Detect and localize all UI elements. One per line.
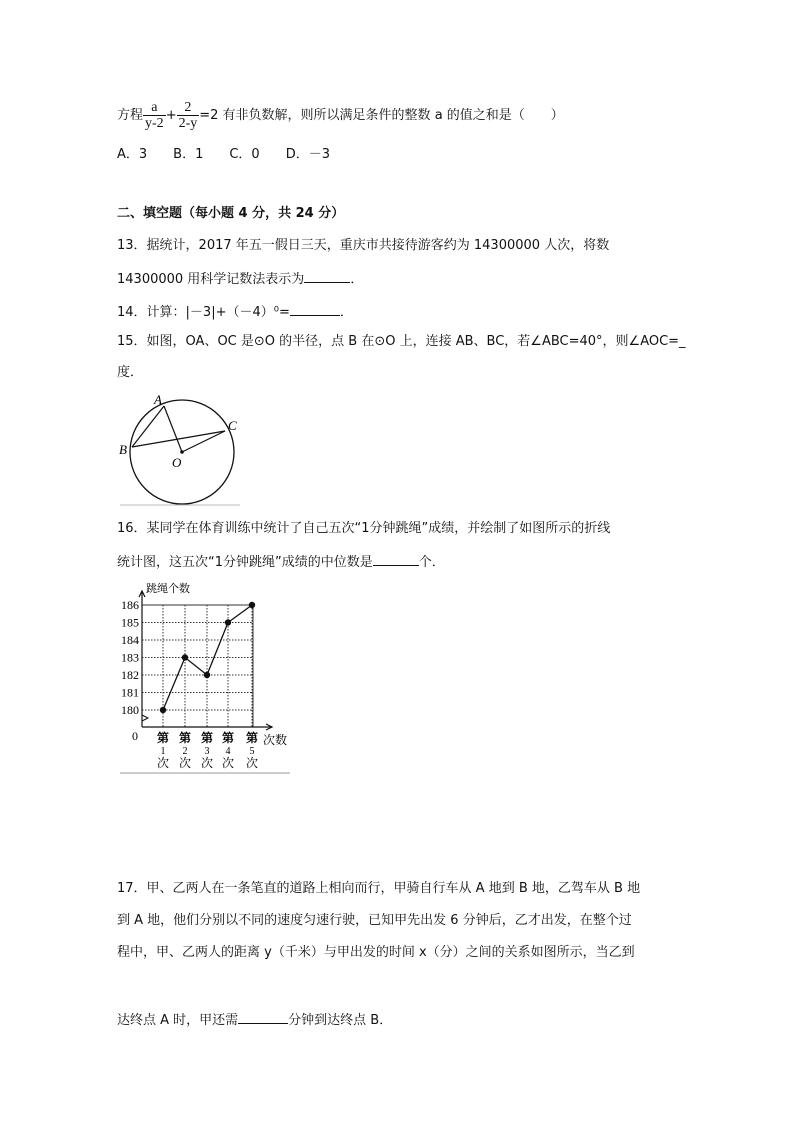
- q13-period: ．: [350, 272, 364, 287]
- label-b: B: [119, 442, 127, 457]
- x-tick-label-bottom: 次: [221, 756, 235, 770]
- x-tick-label-top: 第: [221, 731, 235, 745]
- origin-label: 0: [132, 729, 138, 743]
- x-tick-label-bottom: 次: [200, 756, 214, 770]
- q12-text: =2 有非负数解，则所以满足条件的整数 a 的值之和是（ ）: [199, 108, 564, 123]
- x-tick-label-bottom: 次: [245, 756, 259, 770]
- plus-sign: +: [165, 108, 177, 123]
- x-tick-label-top: 第: [178, 731, 192, 745]
- q17-line3: 程中，甲、乙两人的距离 y（千米）与甲出发的时间 x（分）之间的关系如图所示，当乙到: [117, 945, 635, 960]
- x-tick-label-num: 1: [160, 746, 166, 757]
- frac2-denominator: 2-y: [178, 116, 198, 131]
- q15-line1: 15．如图，OA、OC 是⊙O 的半径，点 B 在⊙O 上，连接 AB、BC，若∠ABC=40°，则∠AOC=_: [117, 334, 686, 349]
- x-tick-label-num: 5: [249, 746, 255, 757]
- x-tick-label-top: 第: [156, 731, 170, 745]
- q16-unit: 个．: [418, 555, 445, 570]
- q17-line2: 到 A 地，他们分别以不同的速度匀速行驶，已知甲先出发 6 分钟后，乙才出发，在整个过: [117, 913, 632, 928]
- q13-line1: 13．据统计，2017 年五一假日三天，重庆市共接待游客约为 14300000 人次，将数: [117, 238, 610, 253]
- data-point: [204, 672, 210, 678]
- data-point: [249, 602, 255, 608]
- q17-line1: 17．甲、乙两人在一条笔直的道路上相向而行，甲骑自行车从 A 地到 B 地，乙驾车从 B 地: [117, 881, 641, 896]
- x-axis-label: 次数: [263, 733, 288, 747]
- x-tick-label-num: 3: [204, 746, 210, 757]
- q16-line1: 16．某同学在体育训练中统计了自己五次“1分钟跳绳”成绩，并绘制了如图所示的折线: [117, 521, 611, 536]
- q16-text: 统计图，这五次“1分钟跳绳”成绩的中位数是: [117, 555, 373, 570]
- label-c: C: [228, 418, 237, 433]
- x-tick-label-top: 第: [245, 731, 259, 745]
- q17-line4: [117, 1011, 392, 1029]
- section-heading: 二、填空题（每小题 4 分，共 24 分）: [117, 206, 345, 221]
- label-o: O: [172, 455, 182, 470]
- axis-break-icon: [142, 715, 148, 721]
- q15-line2: 度．: [117, 365, 144, 380]
- center-point: [180, 450, 184, 454]
- q16-line2: [117, 553, 445, 571]
- data-point: [225, 619, 231, 625]
- q14-period: ．: [339, 305, 353, 320]
- line-chart: [120, 581, 290, 773]
- frac2-numerator: 2: [177, 100, 200, 116]
- answer-blank: [238, 1011, 288, 1024]
- x-tick-label-num: 2: [182, 746, 188, 757]
- y-tick-label: 184: [121, 633, 139, 647]
- y-tick-label: 186: [121, 598, 139, 612]
- q17-text-end: 分钟到达终点 B．: [288, 1013, 393, 1028]
- y-tick-label: 181: [121, 685, 139, 700]
- frac1-denominator: y-2: [145, 116, 164, 131]
- x-tick-label-bottom: 次: [156, 756, 170, 770]
- q14-text: 14．计算：|－3|+（－4）⁰=: [117, 305, 290, 320]
- q17-text: 达终点 A 时，甲还需: [117, 1013, 239, 1028]
- q12-options: A．3 B．1 C．0 D．－3: [117, 147, 330, 162]
- y-tick-label: 183: [121, 650, 139, 665]
- segment-oa: [164, 406, 182, 452]
- data-point: [182, 654, 188, 660]
- frac1-numerator: a: [143, 100, 166, 116]
- y-tick-label: 180: [121, 703, 139, 717]
- circle-figure: [119, 392, 240, 505]
- x-tick-label-top: 第: [200, 731, 214, 745]
- q12-prefix: 方程: [117, 108, 144, 123]
- answer-blank: [373, 553, 419, 566]
- y-tick-label: 185: [121, 615, 139, 630]
- y-axis-label: 跳绳个数: [146, 583, 190, 595]
- label-a: A: [154, 392, 162, 407]
- y-tick-label: 182: [121, 668, 139, 682]
- x-tick-label-bottom: 次: [178, 756, 192, 770]
- q13-text: 14300000 用科学记数法表示为: [117, 272, 305, 287]
- x-tick-label-num: 4: [225, 746, 231, 757]
- data-point: [160, 707, 166, 713]
